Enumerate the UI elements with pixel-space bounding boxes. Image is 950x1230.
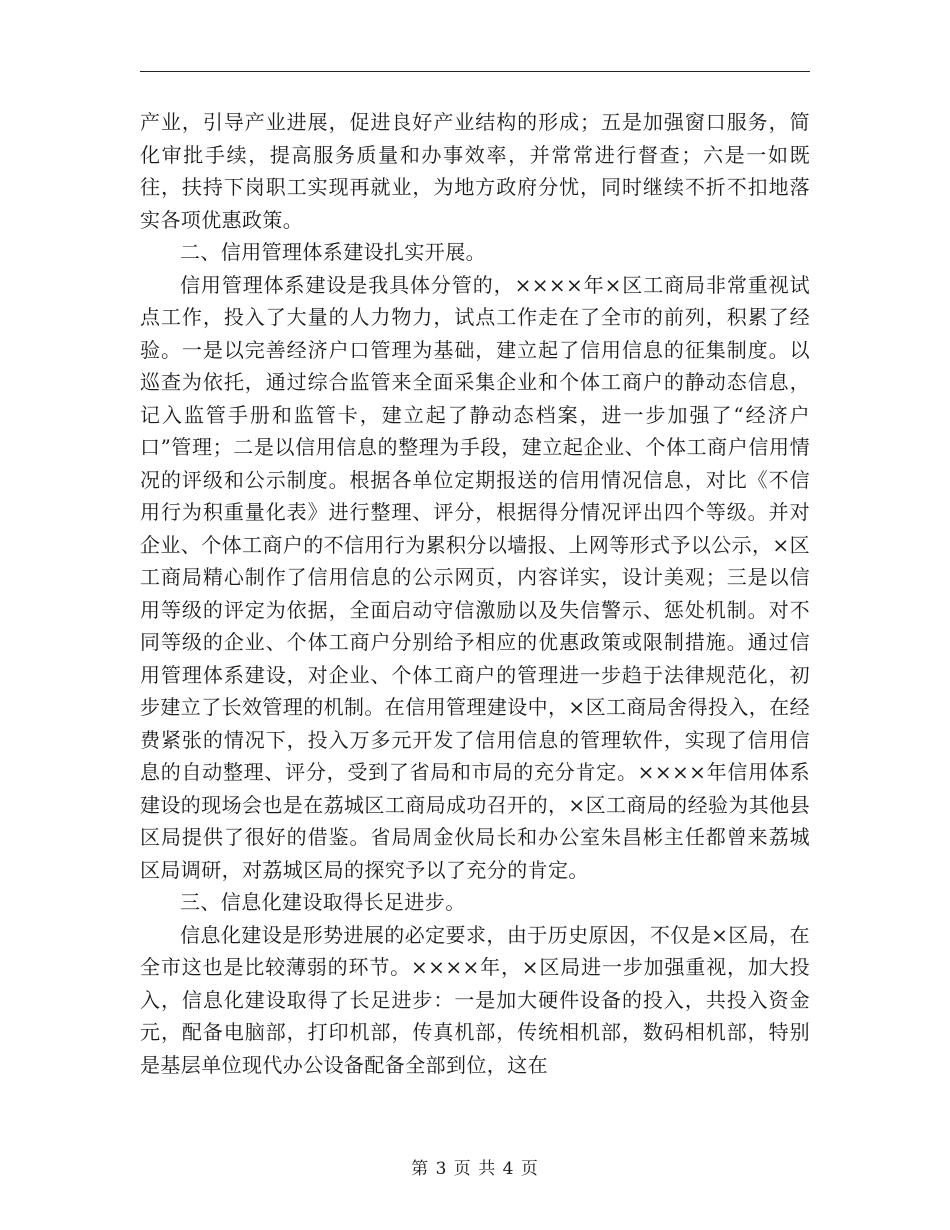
section-heading-credit-management: 二、信用管理体系建设扎实开展。 xyxy=(180,240,486,264)
header-rule xyxy=(140,71,810,72)
footer-total-pages: 4 xyxy=(502,1159,515,1179)
footer-total-word: 共 xyxy=(478,1159,497,1179)
section-heading-informatization: 三、信息化建设取得长足进步。 xyxy=(180,890,466,914)
paragraph-credit-management: 信用管理体系建设是我具体分管的，××××年×区工商局非常重视试点工作，投入了大量的人力物力，试点工作走在了全市的前列，积累了经验。一是以完善经济户口管理为基础，建立起了信用信息的征集制度。以巡查为依托，通过综合监管来全面采集企业和个体工商户的静动态信息，记入监管手册和监管卡，建立起了静动态档案，进一步加强了“经济户口”管理；二是以信用信息的整理为手段，建立起企业、个体工商户信用情况的评级和公示制度。根据各单位定期报送的信用情况信息，对比《不信用行为积重量化表》进行整理、评分，根据得分情况评出四个等级。并对企业、个体工商户的不信用行为累积分以墙报、上网等形式予以公示，×区工商局精心制作了信用信息的公示网页，内容详实，设计美观；三是以信用等级的评定为依据，全面启动守信激励以及失信警示、惩处机制。对不同等级的企业、个体工商户分别给予相应的优惠政策或限制措施。通过信用管理体系建设，对企业、个体工商户的管理进一步趋于法律规范化，初步建立了长效管理的机制。在信用管理建设中，×区工商局舍得投入，在经费紧张的情况下，投入万多元开发了信用信息的管理软件，实现了信用信息的自动整理、评分，受到了省局和市局的充分肯定。××××年信用体系建设的现场会也是在荔城区工商局成功召开的，×区工商局的经验为其他县区局提供了很好的借鉴。省局周金伙局长和办公室朱昌彬主任都曾来荔城区局调研，对荔城区局的探究予以了充分的肯定。 xyxy=(140,272,810,882)
footer-current-page: 3 xyxy=(435,1159,448,1179)
paragraph-informatization: 信息化建设是形势进展的必定要求，由于历史原因，不仅是×区局，在全市这也是比较薄弱的环节。××××年，×区局进一步加强重视，加大投入，信息化建设取得了长足进步：一是加大硬件设备的投入，共投入资金元，配备电脑部，打印机部，传真机部，传统相机部，数码相机部，特别是基层单位现代办公设备配备全部到位，这在 xyxy=(140,922,810,1077)
page-footer xyxy=(0,1154,950,1179)
document-body xyxy=(140,106,810,1081)
footer-page-word: 页 xyxy=(453,1159,472,1179)
footer-suffix: 页 xyxy=(520,1159,539,1179)
paragraph-continued: 产业，引导产业进展，促进良好产业结构的形成；五是加强窗口服务，简化审批手续，提高服务质量和办事效率，并常常进行督查；六是一如既往，扶持下岗职工实现再就业，为地方政府分忧，同时继续不折不扣地落实各项优惠政策。 xyxy=(140,110,810,232)
footer-prefix: 第 xyxy=(411,1159,430,1179)
